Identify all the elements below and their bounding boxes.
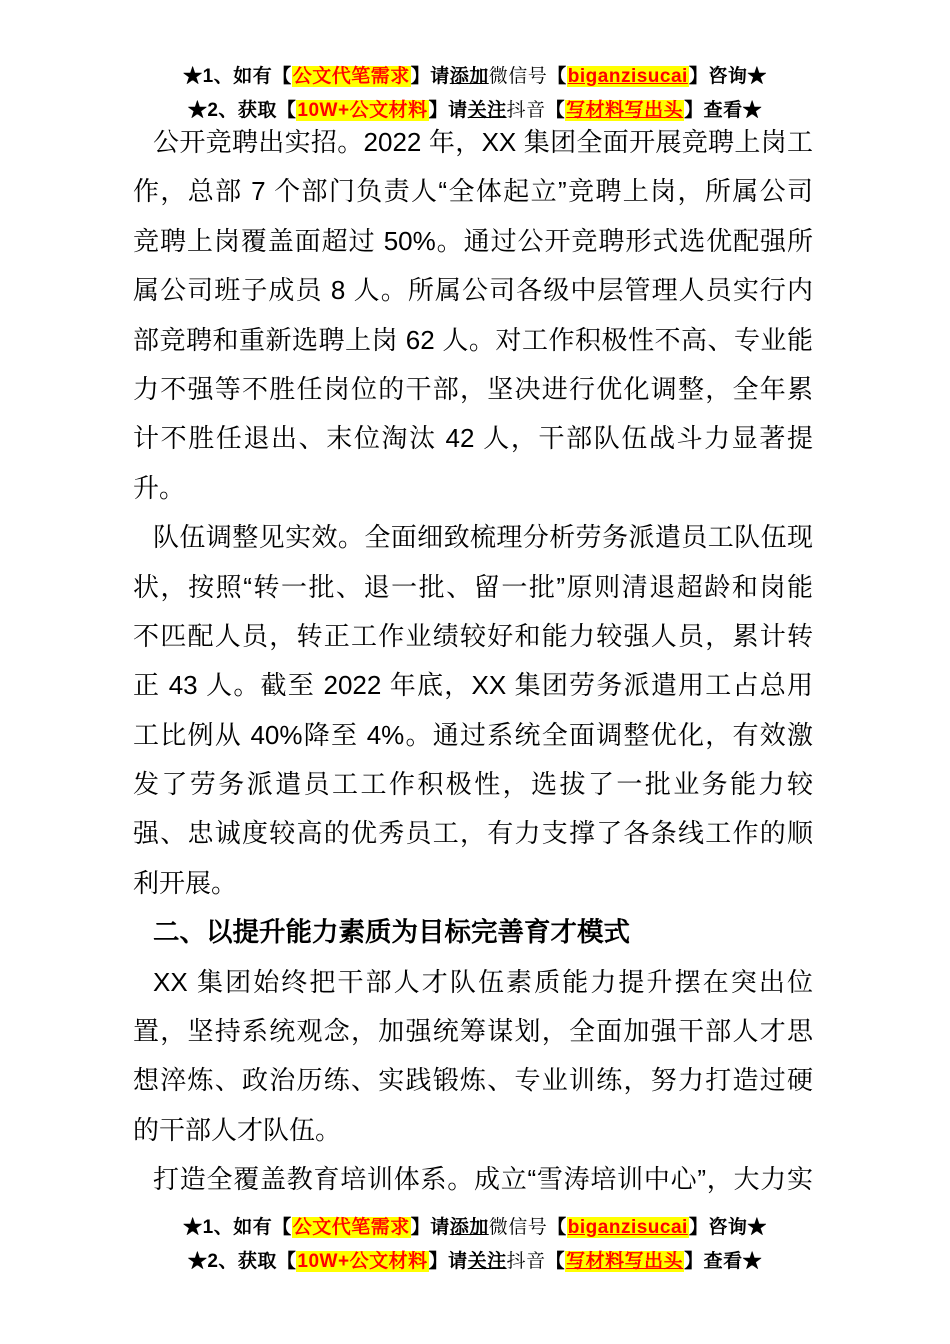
header-notice-line-1 — [0, 60, 950, 94]
notice-text: 】请 — [428, 1251, 468, 1272]
douyin-account-link[interactable]: 写材料写出头 — [566, 100, 684, 121]
notice-text: 】查看★ — [684, 100, 763, 121]
body-text-line: 正 43 人。截至 2022 年底，XX 集团劳务派遣用工占总用 — [133, 670, 813, 701]
body-text-line: XX 集团始终把干部人才队伍素质能力提升摆在突出位 — [153, 966, 813, 997]
document-body — [133, 118, 813, 1205]
body-text-line: 状，按照“转一批、退一批、留一批”原则清退超龄和岗能 — [133, 571, 813, 602]
wechat-id-link[interactable]: biganzisucai — [567, 66, 688, 87]
underlined-follow-word: 关注 — [467, 100, 507, 121]
notice-text: 微信号 — [488, 1217, 548, 1238]
notice-text: 】咨询★ — [688, 1217, 767, 1238]
body-text-line: 队伍调整见实效。全面细致梳理分析劳务派遣员工队伍现 — [153, 522, 813, 553]
body-text-line: 的干部人才队伍。 — [133, 1114, 342, 1145]
notice-text: 微信号 — [488, 66, 548, 87]
highlight-writing-service: 公文代笔需求 — [292, 66, 410, 87]
body-text-line: 不匹配人员，转正工作业绩较好和能力较强人员，累计转 — [133, 620, 813, 651]
notice-text: 】请 — [410, 1217, 450, 1238]
body-text-line: 力不强等不胜任岗位的干部，坚决进行优化调整，全年累 — [133, 373, 813, 404]
notice-text: ★2、获取【 — [187, 1251, 297, 1272]
body-text-line: 强、忠诚度较高的优秀员工，有力支撑了各条线工作的顺 — [133, 818, 813, 849]
douyin-account-link[interactable]: 写材料写出头 — [566, 1251, 684, 1272]
notice-text: ★1、如有【 — [183, 1217, 292, 1238]
underlined-follow-word: 关注 — [467, 1251, 507, 1272]
body-text-line: 竞聘上岗覆盖面超过 50%。通过公开竞聘形式选优配强所 — [133, 225, 813, 256]
notice-text: ★2、获取【 — [187, 100, 297, 121]
body-text-line: 利开展。 — [133, 867, 238, 898]
body-text-line: 工比例从 40%降至 4%。通过系统全面调整优化，有效激 — [133, 719, 813, 750]
notice-text: 【 — [547, 66, 567, 87]
notice-text: 【 — [547, 1217, 567, 1238]
body-text-line: 属公司班子成员 8 人。所属公司各级中层管理人员实行内 — [133, 275, 813, 306]
underlined-add-word: 添加 — [449, 1217, 489, 1238]
body-text-line: 打造全覆盖教育培训体系。成立“雪涛培训中心”，大力实 — [153, 1164, 813, 1195]
notice-text: ★1、如有【 — [183, 66, 292, 87]
body-text-line: 升。 — [133, 472, 186, 503]
notice-text: 】查看★ — [684, 1251, 763, 1272]
body-text-line: 计不胜任退出、末位淘汰 42 人，干部队伍战斗力显著提 — [133, 423, 813, 454]
notice-text: 【 — [545, 1251, 566, 1272]
footer-notice-line-2 — [0, 1245, 950, 1279]
body-text-line: 部竞聘和重新选聘上岗 62 人。对工作积极性不高、专业能 — [133, 324, 813, 355]
highlight-materials: 10W+公文材料 — [297, 1251, 428, 1272]
body-text-line: 公开竞聘出实招。2022 年，XX 集团全面开展竞聘上岗工 — [153, 127, 813, 157]
notice-text: 】咨询★ — [688, 66, 767, 87]
body-text-line: 想淬炼、政治历练、实践锻炼、专业训练，努力打造过硬 — [133, 1065, 813, 1096]
body-text-line: 置，坚持系统观念，加强统筹谋划，全面加强干部人才思 — [133, 1016, 813, 1047]
section-heading: 二、以提升能力素质为目标完善育才模式 — [153, 917, 630, 948]
highlight-writing-service: 公文代笔需求 — [292, 1217, 410, 1238]
notice-text: 抖音 — [506, 1251, 546, 1272]
notice-text: 抖音 — [506, 100, 546, 121]
footer-notice-line-1 — [0, 1211, 950, 1245]
notice-text: 】请 — [410, 66, 450, 87]
wechat-id-link[interactable]: biganzisucai — [567, 1217, 688, 1238]
footer-notice — [0, 1211, 950, 1279]
highlight-materials: 10W+公文材料 — [297, 100, 428, 121]
body-text-line: 发了劳务派遣员工工作积极性，选拔了一批业务能力较 — [133, 769, 813, 800]
notice-text: 【 — [545, 100, 566, 121]
notice-text: 】请 — [428, 100, 468, 121]
body-text-line: 作，总部 7 个部门负责人“全体起立”竞聘上岗，所属公司 — [133, 176, 813, 207]
underlined-add-word: 添加 — [449, 66, 489, 87]
